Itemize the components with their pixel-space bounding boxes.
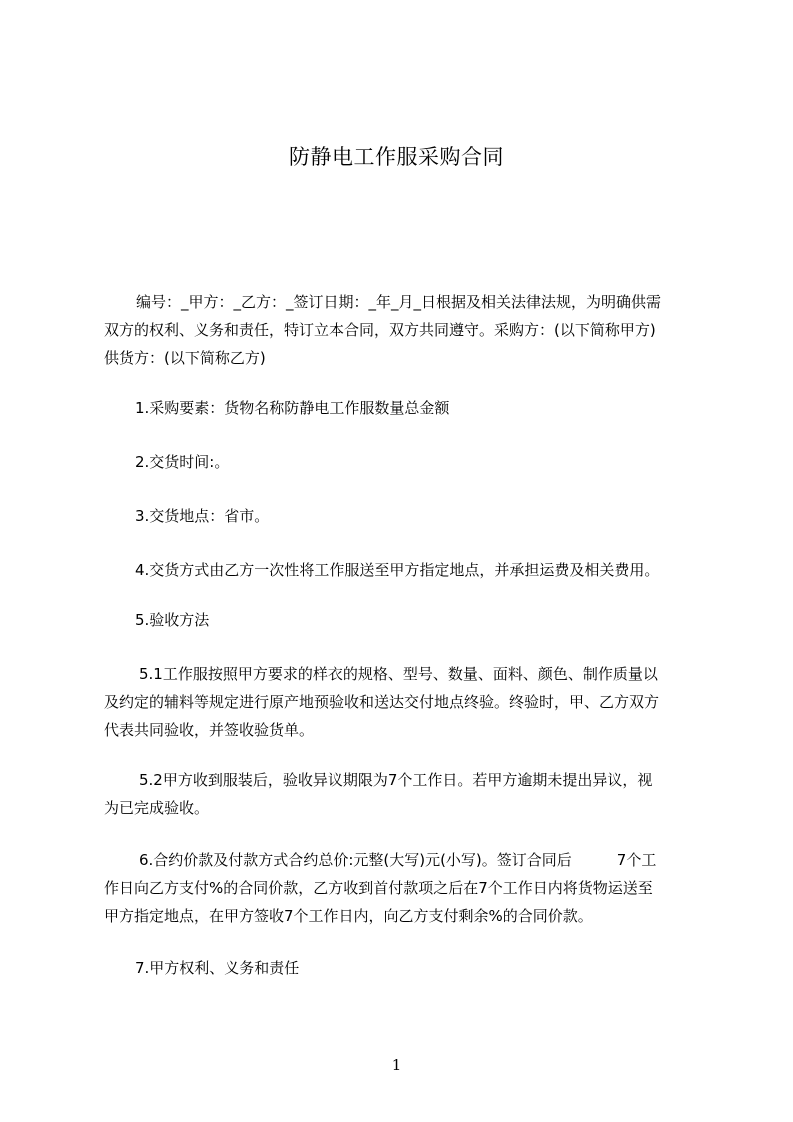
clause-5-1-line-1: 5.1工作服按照甲方要求的样衣的规格、型号、数量、面料、颜色、制作质量以: [139, 665, 658, 683]
clause-6-line-2: 作日向乙方支付%的合同价款，乙方收到首付款项之后在7个工作日内将货物运送至: [104, 879, 653, 897]
clause-5-1-line-2: 及约定的辅料等规定进行原产地预验收和送达交付地点终验。终验时，甲、乙方双方: [104, 693, 660, 711]
clause-5-2-line-1: 5.2甲方收到服装后，验收异议期限为7个工作日。若甲方逾期未提出异议，视: [139, 771, 653, 789]
clause-1-procurement-elements: 1.采购要素：货物名称防静电工作服数量总金额: [135, 399, 450, 417]
clause-4-delivery-method: 4.交货方式由乙方一次性将工作服送至甲方指定地点，并承担运费及相关费用。: [135, 561, 660, 579]
clause-7-party-a-heading: 7.甲方权利、义务和责任: [135, 959, 300, 977]
clause-5-1-paragraph: [104, 660, 702, 744]
clause-5-acceptance-heading: 5.验收方法: [135, 611, 210, 629]
intro-line-2: 双方的权利、义务和责任，特订立本合同，双方共同遵守。采购方：(以下简称甲方): [104, 321, 656, 339]
clause-5-2-line-2: 为已完成验收。: [104, 799, 210, 817]
intro-line-1: 编号：_甲方：_乙方：_签订日期：_年_月_日根据及相关法律法规，为明确供需: [136, 293, 662, 311]
clause-6-line-1: 6.合约价款及付款方式合约总价:元整(大写)元(小写)。签订合同后 7个工: [139, 851, 657, 869]
clause-2-delivery-time: 2.交货时间:。: [135, 453, 230, 471]
document-title: 防静电工作服采购合同: [289, 145, 504, 169]
intro-paragraph: [104, 288, 702, 372]
page-number: 1: [391, 1056, 402, 1074]
clause-3-delivery-place: 3.交货地点：省市。: [135, 507, 270, 525]
clause-6-paragraph: [104, 846, 702, 930]
clause-5-2-paragraph: [104, 766, 702, 822]
clause-5-1-line-3: 代表共同验收，并签收验货单。: [104, 721, 315, 739]
intro-line-3: 供货方：(以下简称乙方): [104, 349, 266, 367]
clause-6-line-3: 甲方指定地点，在甲方签收7个工作日内，向乙方支付剩余%的合同价款。: [104, 907, 593, 925]
